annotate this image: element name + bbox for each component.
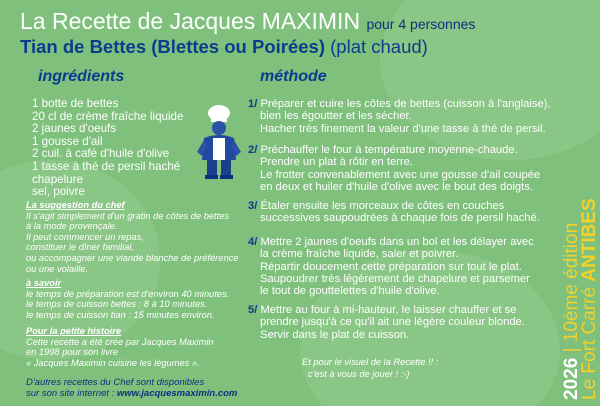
step-line: Servir dans le plat de cuisson. xyxy=(260,328,410,341)
ingredient-item: 1 tasse à thé de persil haché xyxy=(32,159,181,173)
step-line: la crème fraîche liquide, saler et poivrer. xyxy=(260,248,459,261)
ingredients-heading: ingrédients xyxy=(38,68,125,85)
edition-location xyxy=(580,198,599,400)
method-step-3 xyxy=(248,200,548,225)
visual-note-line: c'est à vous de jouer ! :-) xyxy=(308,368,410,379)
step-line: Hacher très finement la valeur d'une tasse à thé de persil. xyxy=(260,122,546,135)
histoire-heading: Pour la petite histoire xyxy=(26,326,122,336)
ingredient-item: 1 botte de bettes xyxy=(32,97,119,110)
footer xyxy=(26,377,237,399)
step-line: Préchauffer le four à température moyenne-chaude. xyxy=(260,144,518,156)
method-step-4 xyxy=(248,236,548,297)
step-line: Le frotter convenablement avec une gousse d'ail coupée xyxy=(260,168,541,181)
page-title xyxy=(20,8,475,35)
step-line: Préparer et cuire les côtes de bettes (cuisson à l'anglaise), xyxy=(260,98,551,110)
ingredient-item: 1 gousse d'ail xyxy=(32,134,103,148)
ingredient-item: chapelure xyxy=(32,172,83,186)
ingredient-item: 2 jaunes d'oeufs xyxy=(32,122,117,136)
step-line: en deux et huiler d'huile d'olive avec le bout des doigts. xyxy=(260,180,533,193)
suggestion-line: ou accompagner une viande blanche de préférence xyxy=(26,252,239,263)
method-step-2 xyxy=(248,144,548,193)
method-step-1 xyxy=(248,98,551,135)
step-line: successives saupoudrées à chaque fois de persil haché. xyxy=(260,212,540,225)
suggestion-line: constituer le dîner familial, xyxy=(26,242,134,253)
dish-type: (plat chaud) xyxy=(330,36,428,57)
suggestion-line: ou une volaille. xyxy=(26,263,89,274)
savoir-line: le temps de cuisson tian : 15 minutes environ. xyxy=(26,309,215,320)
chef-suggestion xyxy=(26,200,256,274)
footer-line: D'autres recettes du Chef sont disponibles xyxy=(26,377,205,388)
ingredient-item: 2 cuil. à café d'huile d'olive xyxy=(32,147,170,161)
method-step-5 xyxy=(248,304,548,341)
edition-year: 2026 xyxy=(561,357,582,400)
ingredient-item: 20 cl de crème fraîche liquide xyxy=(32,109,184,123)
step-number: 1/ xyxy=(248,98,258,110)
step-line: Mettre 2 jaunes d'oeufs dans un bol et les délayer avec xyxy=(260,236,534,248)
step-line: Répartir doucement cette préparation sur tout le plat. xyxy=(260,260,522,273)
step-line: prendre jusqu'à ce qu'il ait une légère couleur blonde. xyxy=(260,316,525,329)
website-link[interactable]: www.jacquesmaximin.com xyxy=(116,388,238,399)
dish-name: Tian de Bettes (Blettes ou Poirées) xyxy=(20,36,325,57)
chef-illustration xyxy=(194,104,244,180)
step-line: bien les égoutter et les sécher. xyxy=(260,110,412,123)
footer-line: sur son site internet : xyxy=(26,388,117,399)
savoir-heading: à savoir xyxy=(26,278,62,288)
suggestion-line: Il peut commencer un repas, xyxy=(26,231,144,242)
histoire-line: en 1998 pour son livre xyxy=(26,347,118,358)
edition-number: 10ème édition xyxy=(561,222,582,343)
suggestion-line: Il s'agit simplement d'un gratin de côtes de bettes xyxy=(26,210,230,221)
savoir-line: le temps de préparation est d'environ 40 minutes. xyxy=(26,288,230,299)
story xyxy=(26,326,256,368)
dish-title xyxy=(20,36,428,58)
edition-place: Le Fort Carré xyxy=(579,281,600,400)
step-line: Mettre au four à mi-hauteur, le laisser chauffer et se xyxy=(260,304,517,316)
suggestion-line: à la mode provençale. xyxy=(26,221,118,232)
ingredient-item: sel, poivre xyxy=(32,185,85,199)
visual-note xyxy=(302,357,438,380)
edition-separator: | xyxy=(561,342,582,358)
recipe-title: La Recette de Jacques MAXIMIN xyxy=(20,8,361,34)
step-line: Prendre un plat à rôtir en terre. xyxy=(260,156,413,169)
histoire-line: Cette recette a été crée par Jacques Maximin xyxy=(26,336,214,347)
edition-city: ANTIBES xyxy=(579,198,600,282)
step-number: 5/ xyxy=(248,304,258,316)
savoir-line: le temps de cuisson bettes : 8 à 10 minutes. xyxy=(26,299,208,310)
step-line: Saupoudrer très légèrement de chapelure et parsemer xyxy=(260,272,530,285)
step-line: Étaler ensuite les morceaux de côtes en couches xyxy=(260,200,505,212)
servings: pour 4 personnes xyxy=(366,16,476,32)
step-number: 3/ xyxy=(248,200,258,212)
good-to-know xyxy=(26,278,256,320)
step-number: 4/ xyxy=(248,236,258,248)
method-heading: méthode xyxy=(260,68,327,85)
suggestion-heading: La suggestion du chef xyxy=(26,200,125,210)
step-number: 2/ xyxy=(248,144,258,156)
histoire-line: « Jacques Maximin cuisine les légumes ». xyxy=(26,357,200,368)
visual-note-line: Et pour le visuel de la Recette !! : xyxy=(302,357,439,367)
step-line: le tout de gouttelettes d'huile d'olive. xyxy=(260,285,440,298)
